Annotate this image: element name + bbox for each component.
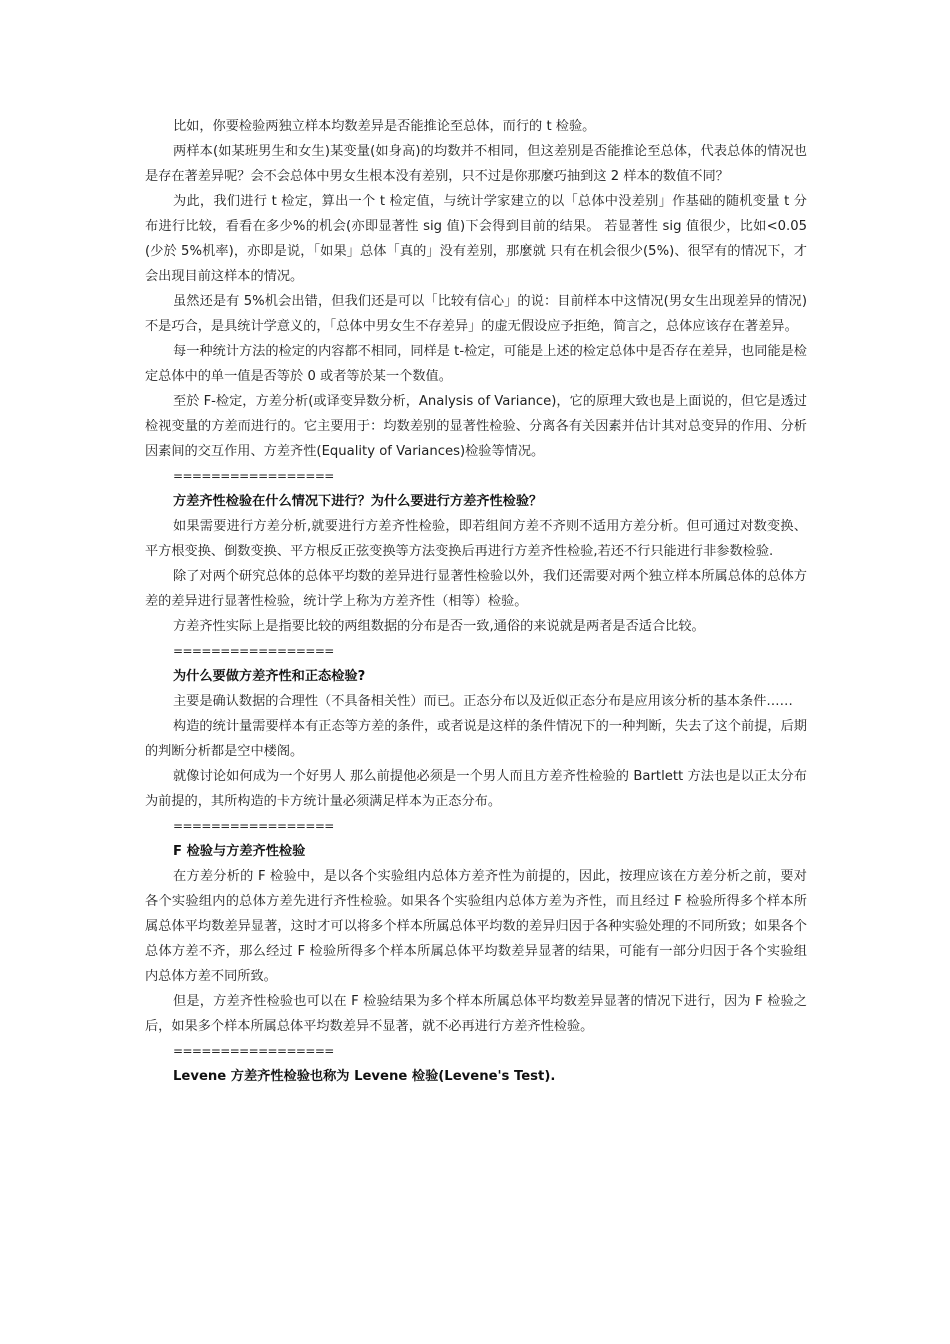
- paragraph: 但是，方差齐性检验也可以在 F 检验结果为多个样本所属总体平均数差异显著的情况下进行，因为 F 检验之后，如果多个样本所属总体平均数差异不显著，就不必再进行方差齐性检验。: [145, 994, 807, 1034]
- section-heading: 为什么要做方差齐性和正态检验?: [173, 669, 366, 684]
- paragraph: 就像讨论如何成为一个好男人 那么前提他必须是一个男人而且方差齐性检验的 Bartlett 方法也是以正太分布为前提的，其所构造的卡方统计量必须满足样本为正态分布。: [145, 769, 807, 809]
- section-variance-homogeneity-when: [145, 464, 807, 639]
- section-separator: =================: [173, 1044, 334, 1058]
- paragraph: 主要是确认数据的合理性（不具备相关性）而已。正态分布以及近似正态分布是应用该分析的基本条件……: [173, 694, 793, 709]
- section-why-homogeneity-normality: [145, 639, 807, 814]
- section-separator: =================: [173, 469, 334, 483]
- section-separator: =================: [173, 644, 334, 658]
- section-heading: F 检验与方差齐性检验: [173, 844, 306, 859]
- paragraph: 至於 F-检定，方差分析(或译变异数分析，Analysis of Variance)，它的原理大致也是上面说的，但它是透过检视变量的方差而进行的。它主要用于：均数差别的显著性检验、分离各有关因素并估计其对总变异的作用、分析因素间的交互作用、方差齐性(Equality of Variances)检验等情况。: [145, 394, 807, 459]
- section-levene: [145, 1039, 807, 1089]
- paragraph: 虽然还是有 5%机会出错，但我们还是可以「比较有信心」的说：目前样本中这情况(男女生出现差异的情况)不是巧合，是具统计学意义的，「总体中男女生不存差异」的虚无假设应予拒绝，简言之，总体应该存在著差异。: [145, 294, 807, 334]
- paragraph: 比如，你要检验两独立样本均数差异是否能推论至总体，而行的 t 检验。: [173, 119, 596, 134]
- paragraph: 为此，我们进行 t 检定，算出一个 t 检定值，与统计学家建立的以「总体中没差别」作基础的随机变量 t 分布进行比较，看看在多少%的机会(亦即显著性 sig 值)下会得到目前的结果。 若显著性 sig 值很少，比如<0.05(少於 5%机率)，亦即是说，「如果」总体「真的」没有差别，那麼就 只有在机会很少(5%)、很罕有的情况下，才会出现目前这样本的情况。: [145, 194, 807, 284]
- paragraph: 两样本(如某班男生和女生)某变量(如身高)的均数并不相同，但这差别是否能推论至总体，代表总体的情况也是存在著差异呢？会不会总体中男女生根本没有差别，只不过是你那麼巧抽到这 2 样本的数值不同？: [145, 144, 807, 184]
- section-separator: =================: [173, 819, 334, 833]
- intro-section: [145, 114, 807, 464]
- section-f-test: [145, 814, 807, 1039]
- paragraph: 如果需要进行方差分析,就要进行方差齐性检验，即若组间方差不齐则不适用方差分析。但可通过对数变换、平方根变换、倒数变换、平方根反正弦变换等方法变换后再进行方差齐性检验,若还不行只能进行非参数检验.: [145, 519, 807, 559]
- document-page: [145, 114, 807, 1089]
- section-heading: Levene 方差齐性检验也称为 Levene 检验(Levene's Test).: [173, 1069, 556, 1084]
- paragraph: 构造的统计量需要样本有正态等方差的条件，或者说是这样的条件情况下的一种判断，失去了这个前提，后期的判断分析都是空中楼阁。: [145, 719, 807, 759]
- paragraph: 方差齐性实际上是指要比较的两组数据的分布是否一致,通俗的来说就是两者是否适合比较。: [173, 619, 705, 634]
- section-heading: 方差齐性检验在什么情况下进行？为什么要进行方差齐性检验？: [173, 494, 543, 509]
- paragraph: 在方差分析的 F 检验中，是以各个实验组内总体方差齐性为前提的，因此，按理应该在方差分析之前，要对各个实验组内的总体方差先进行齐性检验。如果各个实验组内总体方差为齐性，而且经过 F 检验所得多个样本所属总体平均数差异显著，这时才可以将多个样本所属总体平均数的差异归因于各种实验处理的不同所致；如果各个总体方差不齐，那么经过 F 检验所得多个样本所属总体平均数差异显著的结果，可能有一部分归因于各个实验组内总体方差不同所致。: [145, 869, 807, 984]
- paragraph: 每一种统计方法的检定的内容都不相同，同样是 t-检定，可能是上述的检定总体中是否存在差异，也同能是检定总体中的单一值是否等於 0 或者等於某一个数值。: [145, 344, 807, 384]
- paragraph: 除了对两个研究总体的总体平均数的差异进行显著性检验以外，我们还需要对两个独立样本所属总体的总体方差的差异进行显著性检验，统计学上称为方差齐性（相等）检验。: [145, 569, 807, 609]
